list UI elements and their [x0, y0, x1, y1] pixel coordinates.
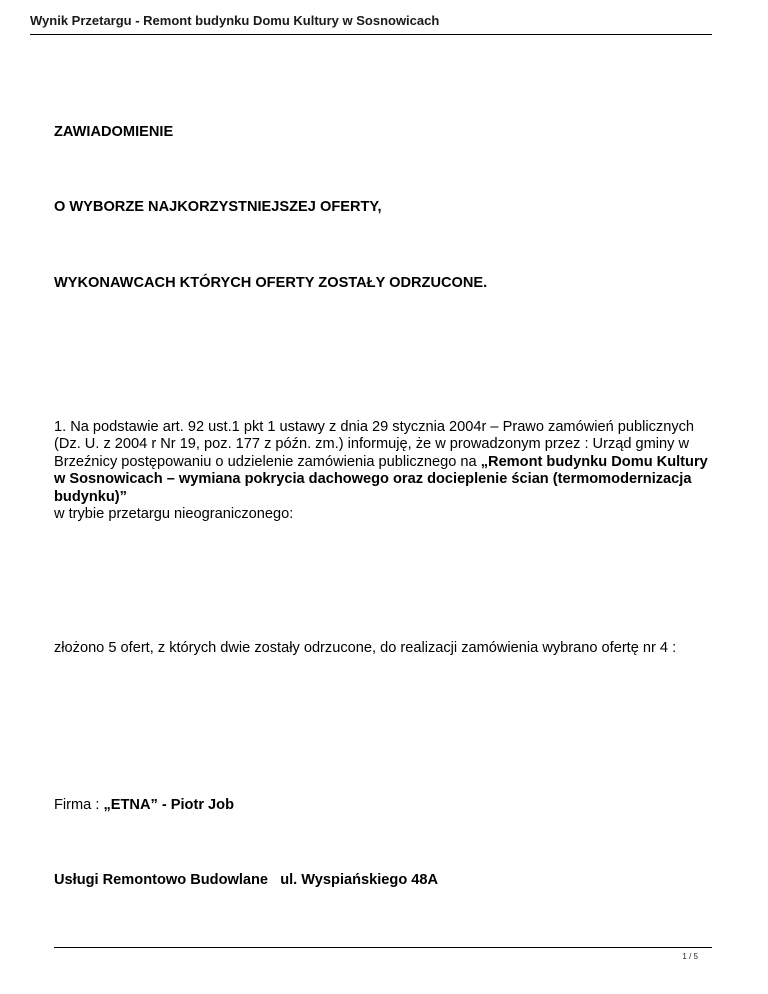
document-header-title: Wynik Przetargu - Remont budynku Domu Kultury w Sosnowicach: [30, 13, 440, 28]
contract-title: „Remont budynku Domu Kultury w Sosnowicach – wymiana pokrycia dachowego oraz docieplenie ścian (termomodernizacja budynku)”: [54, 453, 708, 505]
firm-label: Firma :: [54, 797, 104, 813]
notice-heading: ZAWIADOMIENIE: [54, 124, 174, 140]
legal-basis-text: 1. Na podstawie art. 92 ust.1 pkt 1 ustawy z dnia 29 stycznia 2004r – Prawo zamówień publicznych (Dz. U. z 2004 r Nr 19, poz. 177 z późn. zm.) informuję, że w prowadzonym przez : Urząd gminy w Brzeźnicy postępowaniu o udzielenie zamówienia publicznego na: [54, 419, 695, 470]
notice-subheading-selection: O WYBORZE NAJKORZYSTNIEJSZEJ OFERTY,: [54, 199, 382, 215]
procedure-mode: w trybie przetargu nieograniczonego:: [54, 506, 294, 523]
page-number: 1 / 5: [682, 952, 698, 961]
offers-summary-paragraph: złożono 5 ofert, z których dwie zostały odrzucone, do realizacji zamówienia wybrano ofertę nr 4 :: [54, 640, 677, 656]
firm-address-line: Usługi Remontowo Budowlane ul. Wyspiańskiego 48A: [54, 872, 439, 888]
notice-subheading-rejected: WYKONAWCACH KTÓRYCH OFERTY ZOSTAŁY ODRZUCONE.: [54, 275, 488, 291]
header-divider: [30, 34, 712, 35]
legal-basis-paragraph: [54, 419, 714, 523]
selected-firm-line: [54, 797, 714, 814]
firm-name: „ETNA” - Piotr Job: [103, 797, 235, 813]
footer-divider: [54, 947, 712, 948]
